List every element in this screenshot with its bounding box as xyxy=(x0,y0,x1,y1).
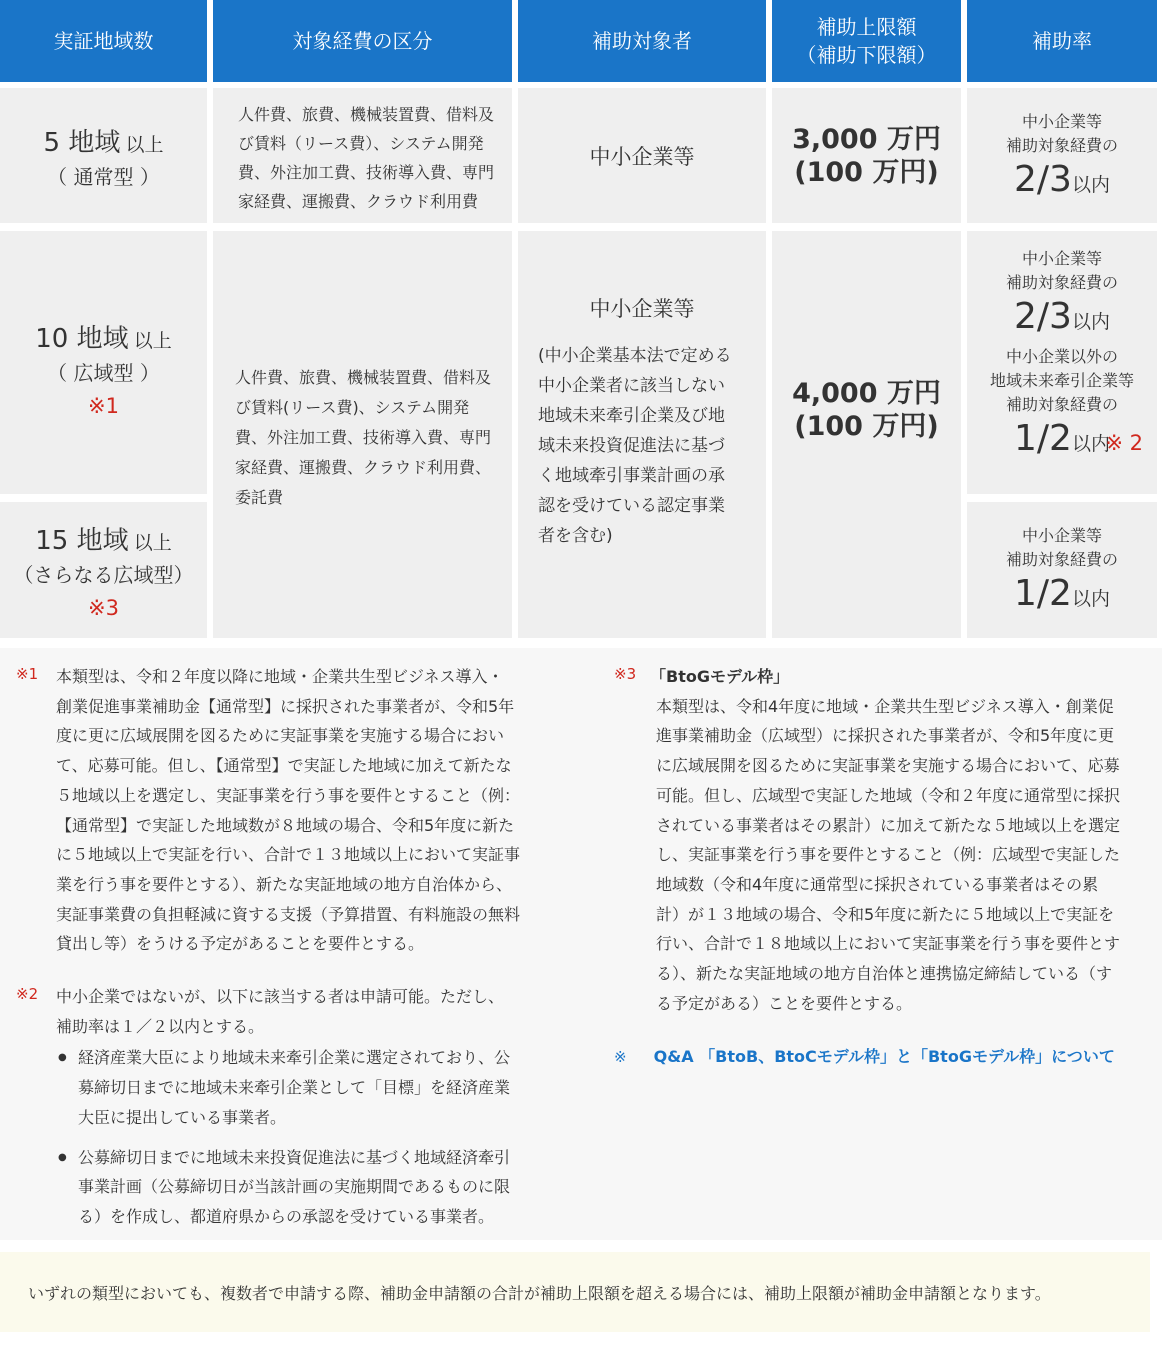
row2-target-note xyxy=(518,341,766,551)
row3-regions-cell xyxy=(0,502,207,638)
row2-region-note: ※1 xyxy=(88,393,119,418)
row2-region-suffix: 以上 xyxy=(133,329,172,352)
row2-expense-line: 人件費、旅費、機械装置費、借料及 xyxy=(235,368,492,387)
row1-expense-line: び賃料（リース費）、システム開発 xyxy=(238,134,484,153)
row3-region-type: （さらなる広域型） xyxy=(13,563,194,587)
row2-target-note-line: (中小企業基本法で定める xyxy=(538,346,732,366)
note-3-line: 行い、合計で１８地域以上において実証事業を行う事を要件とす xyxy=(656,934,1121,954)
notes-section xyxy=(0,648,1162,1240)
row1-rate-line1: 中小企業等 xyxy=(1021,111,1102,131)
row3-region-note: ※3 xyxy=(88,596,119,620)
row2-amount-cell xyxy=(772,231,961,638)
note-2-line: 補助率は１／２以内とする。 xyxy=(56,1016,265,1036)
note-2-bullet xyxy=(56,1043,556,1132)
row3-region-suffix: 以上 xyxy=(133,532,172,554)
row1-target: 中小企業等 xyxy=(589,144,695,169)
qa-link[interactable]: Q&A 「BtoB、BtoCモデル枠」と「BtoGモデル枠」について xyxy=(653,1047,1115,1066)
row1-expense-line: 家経費、運搬費、クラウド利用費 xyxy=(238,192,479,211)
row3-rate-value: 1/2 xyxy=(1014,573,1072,614)
note-2-bullet-line: 募締切日までに地域未来牽引企業として「目標」を経済産業 xyxy=(78,1078,511,1098)
note-1-mark: ※1 xyxy=(16,665,39,683)
footer-notice-text: いずれの類型においても、複数者で申請する際、補助金申請額の合計が補助上限額を超える場合には、補助上限額が補助金申請額となります。 xyxy=(28,1283,1051,1303)
row2-target-note-line: 者を含む) xyxy=(538,526,613,546)
row2-rate-cell xyxy=(967,231,1157,494)
note-3-body xyxy=(650,662,1154,1018)
row2-rate-a-value: 2/3 xyxy=(1014,296,1072,337)
row2-rate-a-line2: 補助対象経費の xyxy=(1005,273,1118,292)
row2-expenses-cell xyxy=(213,231,512,638)
row1-region-count xyxy=(44,122,164,159)
row2-amount-limit: 4,000 万円 xyxy=(792,377,941,409)
header-limit-sub-label: （補助下限額） xyxy=(796,43,937,67)
note-3-line: に広域展開を図るために実証事業を実施する場合において、応募 xyxy=(656,756,1120,776)
note-1-line: 実証事業費の負担軽減に資する支援（予算措置、有料施設の無料 xyxy=(56,904,521,924)
note-1-line: ５地域以上を選定し、実証事業を行う事を要件とすること（例： xyxy=(56,785,521,805)
note-3-line: し、実証事業を行う事を要件とすること（例：広域型で実証した xyxy=(656,845,1121,865)
note-3 xyxy=(614,662,1154,1018)
note-2-bullet-line: る）を作成し、都道府県からの承認を受けている事業者。 xyxy=(78,1206,495,1226)
note-2-mark: ※2 xyxy=(16,985,39,1003)
note-3-mark: ※3 xyxy=(614,665,637,683)
row2-rate-b-value: 1/2 xyxy=(1014,418,1072,459)
note-2-bullet-line: 事業計画（公募締切日が当該計画の実施期間であるものに限 xyxy=(78,1177,511,1197)
row2-target-note-line: く地域牽引事業計画の承 xyxy=(538,466,725,486)
row3-rate-line1: 中小企業等 xyxy=(1021,526,1102,545)
qa-mark: ※ xyxy=(614,1048,627,1066)
header-target xyxy=(518,0,766,82)
note-2-bullet-line: ● 経済産業大臣により地域未来牽引企業に選定されており、公 xyxy=(78,1048,511,1068)
header-rate xyxy=(967,0,1157,82)
row2-expense-line: び賃料(リース費)、システム開発 xyxy=(235,398,470,417)
header-limit-label: 補助上限額 xyxy=(816,15,917,39)
note-3-line: 可能。但し、広域型で実証した地域（令和２年度に通常型に採択 xyxy=(656,785,1121,805)
note-1-line: に５地域以上で実証を行い、合計で１３地域以上において実証事 xyxy=(56,845,521,865)
row2-regions-cell xyxy=(0,231,207,494)
header-rate-label: 補助率 xyxy=(1032,29,1092,53)
note-3-title: 「BtoGモデル枠」 xyxy=(650,667,790,686)
note-2-bullet xyxy=(56,1143,556,1232)
note-2-line: 中小企業ではないが、以下に該当する者は申請可能。ただし、 xyxy=(56,987,505,1006)
row3-region-number: 15 地域 xyxy=(35,526,129,556)
row3-rate-line2: 補助対象経費の xyxy=(1005,550,1118,569)
note-1-line: 度に更に広域展開を図るために実証事業を実施する場合におい xyxy=(56,726,505,746)
note-1-body xyxy=(56,662,556,959)
row2-target-note-line: 認を受けている認定事業 xyxy=(538,496,725,516)
header-regions xyxy=(0,0,207,82)
row2-region-count xyxy=(35,318,171,355)
row2-region-type: （ 広域型 ） xyxy=(47,360,160,385)
header-expenses-label: 対象経費の区分 xyxy=(292,29,433,53)
row2-region-number: 10 地域 xyxy=(35,323,129,354)
row2-rate-note: ※ 2 xyxy=(1105,431,1143,455)
note-3-line: 地域数（令和4年度に通常型に採択されている事業者はその累 xyxy=(656,874,1099,894)
row2-target-note-line: 中小企業者に該当しない xyxy=(538,376,725,396)
note-3-line: る）、新たな実証地域の地方自治体と連携協定締結している（す xyxy=(656,964,1113,984)
row1-region-suffix: 以上 xyxy=(125,133,164,156)
row1-rate-line2: 補助対象経費の xyxy=(1005,135,1118,155)
note-1 xyxy=(16,662,556,959)
note-3-line: されている事業者はその累計）に加えて新たな５地域以上を選定 xyxy=(656,815,1121,835)
row2-expense-line: 家経費、運搬費、クラウド利用費、 xyxy=(235,458,492,477)
row3-region-count xyxy=(35,520,171,557)
row2-target: 中小企業等 xyxy=(589,297,695,321)
note-2-body xyxy=(56,982,556,1232)
row1-regions-cell xyxy=(0,88,207,223)
row2-expense-line: 費、外注加工費、技術導入費、専門 xyxy=(235,428,492,447)
row2-rate-b-suffix: 以内 xyxy=(1071,433,1110,455)
row1-expense-line: 人件費、旅費、機械装置費、借料及 xyxy=(238,105,495,124)
note-1-line: 【通常型】で実証した地域数が８地域の場合、令和5年度に新た xyxy=(56,815,515,835)
note-3-line: 進事業補助金（広域型）に採択された事業者が、令和5年度に更 xyxy=(656,726,1115,746)
note-1-line: 業を行う事を要件とする）、新たな実証地域の地方自治体から、 xyxy=(56,874,513,894)
row2-rate-a-suffix: 以内 xyxy=(1071,311,1110,333)
row1-target-cell xyxy=(518,88,766,223)
row2-amount-floor: (100 万円) xyxy=(794,410,939,442)
row1-expense-line: 費、外注加工費、技術導入費、専門 xyxy=(238,163,495,182)
row1-region-number: 5 地域 xyxy=(43,127,121,158)
note-1-line: て、応募可能。但し、【通常型】で実証した地域に加えて新たな xyxy=(56,756,512,776)
row2-rate-b-line2: 地域未来牽引企業等 xyxy=(989,371,1134,390)
row2-target-cell xyxy=(518,231,766,638)
note-2-bullet-line: 大臣に提出している事業者。 xyxy=(78,1107,287,1127)
row1-rate-value: 2/3 xyxy=(1014,158,1072,200)
note-1-line: 本類型は、令和２年度以降に地域・企業共生型ビジネス導入・ xyxy=(56,667,504,686)
row3-rate-suffix: 以内 xyxy=(1071,588,1110,610)
row2-target-note-line: 域未来投資促進法に基づ xyxy=(538,436,725,456)
note-1-line: 創業促進事業補助金【通常型】に採択された事業者が、令和5年 xyxy=(56,696,515,716)
note-3-line: 計）が１３地域の場合、令和5年度に新たに５地域以上で実証を xyxy=(656,904,1115,924)
note-1-line: 貸出し等）をうける予定があることを要件とする。 xyxy=(56,934,425,954)
row1-amount-cell xyxy=(772,88,961,223)
row1-region-type: （ 通常型 ） xyxy=(47,164,160,189)
note-3-line: る予定がある）ことを要件とする。 xyxy=(656,993,913,1013)
note-3-line: 本類型は、令和4年度に地域・企業共生型ビジネス導入・創業促 xyxy=(656,696,1114,716)
note-2-bullet-list xyxy=(56,1043,556,1231)
header-limit xyxy=(772,0,961,82)
header-expenses xyxy=(213,0,512,82)
note-2-bullet-line: ● 公募締切日までに地域未来投資促進法に基づく地域経済牽引 xyxy=(78,1147,511,1167)
qa-row xyxy=(614,1044,1154,1067)
note-2 xyxy=(16,982,556,1242)
row1-rate-suffix: 以内 xyxy=(1071,173,1110,196)
row1-expenses-cell xyxy=(213,88,512,223)
row2-target-note-line: 地域未来牽引企業及び地 xyxy=(538,406,725,426)
header-regions-label: 実証地域数 xyxy=(53,29,154,53)
row1-amount-floor: (100 万円) xyxy=(794,156,939,188)
row2-rate-a-line1: 中小企業等 xyxy=(1021,249,1102,268)
row2-rate-b-line1: 中小企業以外の xyxy=(1005,347,1118,366)
header-target-label: 補助対象者 xyxy=(592,29,692,53)
row1-amount-limit: 3,000 万円 xyxy=(792,123,941,155)
footer-notice xyxy=(0,1252,1150,1332)
row3-rate-cell xyxy=(967,502,1157,638)
row2-rate-b-line3: 補助対象経費の xyxy=(1005,395,1118,414)
row1-rate-cell xyxy=(967,88,1157,223)
row2-expense-line: 委託費 xyxy=(235,488,284,507)
